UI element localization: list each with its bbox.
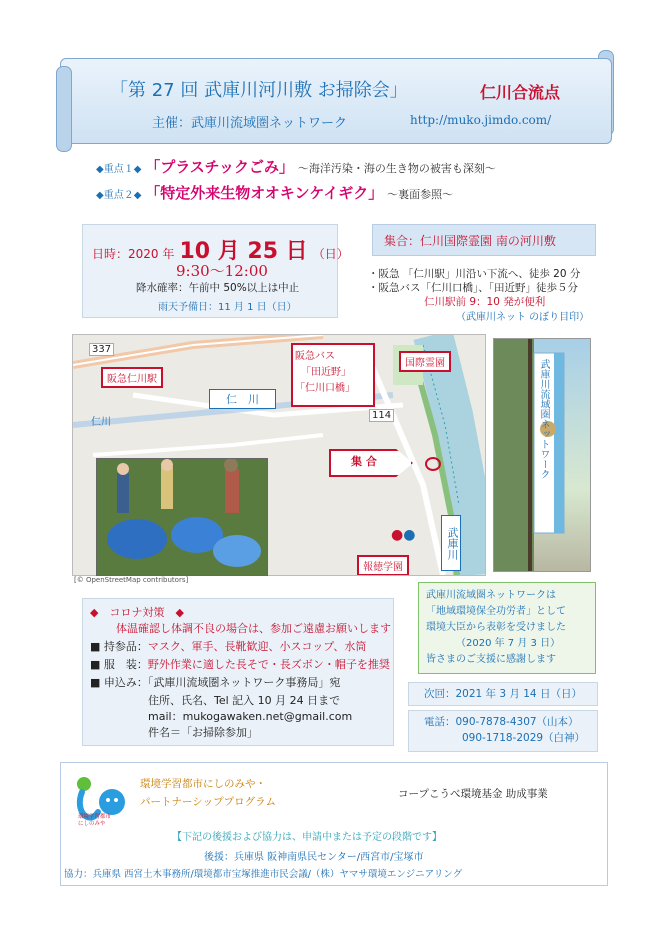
organizer: 主催：武庫川流域圏ネットワーク [152,116,348,131]
logo-text: 環境学習都市 にしのみや [78,814,112,827]
access-bus: ・阪急バス「仁川口橋」、「田近野」徒歩５分 [368,282,578,294]
event-title: 「第 27 回 武庫川河川敷 お掃除会」 [110,80,408,101]
apply-value: 「武庫川流域圏ネットワーク事務局」宛 [147,676,341,689]
bus-stop-tachikano: 「田近野」 [301,367,351,378]
footer-support: 後援：兵庫県 阪神南県民センター/西宮市/宝塚市 [204,852,424,863]
meeting-place: 集合：仁川国際霊園 南の河川敷 [384,234,556,248]
clothes-value: 野外作業に適した長そで・長ズボン・帽子を推奨 [147,658,390,671]
items-label: ■ 持参品： [90,640,148,653]
next-event: 次回：2021 年 3 月 14 日（日） [424,688,582,700]
bus-title: 阪急バス [295,351,335,362]
corona-note: 体温確認し体調不良の場合は、参加ご遠慮お願いします [116,622,391,635]
cleanup-photo [96,458,268,576]
nishinomiya-logo [70,772,130,830]
station-label: 阪急仁川駅 [101,367,163,388]
apply-row [90,674,340,690]
map-small-label: 仁川 [91,417,111,428]
corona-title: ◆ コロナ対策 ◆ [90,606,184,619]
clothes-row [90,656,390,672]
award-text [426,588,566,668]
access-train: ・阪急 「仁川駅」川沿い下流へ、徒歩 20 分 [368,268,581,280]
route-114-badge: 114 [369,409,394,422]
cemetery-label: 国際霊園 [399,351,451,372]
award-line: 皆さまのご支援に感謝します [426,654,556,665]
flag-note: （武庫川ネット のぼり目印） [456,312,590,323]
phone-shiraga: 090-1718-2029（白神） [462,732,586,744]
footer-cooperation: 協力：兵庫県 西宮土木事務所/環境都市宝塚推進市民会議/（株）ヤマサ環境エンジニアリング [64,869,463,880]
focus-point-sub: ～裏面参照～ [387,188,454,201]
date-prefix: 日時：2020 年 [92,247,175,261]
award-line: 武庫川流域圏ネットワークは [426,590,556,601]
apply-mail[interactable]: mail：mukogawaken.net@gmail.com [148,710,353,723]
rain-cancel-note: 降水確率：午前中 50%以上は中止 [136,282,300,294]
apply-subject: 件名＝「お掃除参加」 [148,726,258,739]
flag-photo [493,338,591,572]
focus-point-2 [96,182,453,203]
phone-yamamoto: 電話：090-7878-4307（山本） [424,716,579,728]
focus-point-1 [96,156,496,177]
site-name: 仁川合流点 [480,83,561,102]
gather-marker [425,457,441,471]
items-row [90,638,366,654]
coop-kobe-grant: コープこうべ環境基金 助成事業 [398,788,548,800]
cleanup-photo-graphic [97,459,267,575]
backup-date: 雨天予備日：11 月 1 日（日） [158,302,297,313]
gather-label: 集 合 [351,455,377,468]
website-link[interactable]: http://muko.jimdo.com/ [410,113,552,127]
event-time: 9:30～12:00 [176,262,268,280]
items-value: マスク、軍手、長靴歓迎、小スコップ、水筒 [147,640,367,653]
date-big: 10 月 25 日 [179,239,308,264]
award-line: 環境大臣から表彰を受けました [426,622,566,633]
partner-line-1: 環境学習都市にしのみや・ [140,778,266,790]
partner-line-2: パートナーシッププログラム [140,796,276,808]
apply-details: 住所、氏名、Tel 記入 10 月 24 日まで [148,694,341,707]
banner-scroll-left [56,66,72,152]
focus-point-main: 「プラスチックごみ」 [145,158,295,176]
river-nigawa-label: 仁 川 [209,389,276,409]
bus-stop-nigawaguchi: 「仁川口橋」 [295,383,355,394]
apply-label: ■ 申込み： [90,676,148,689]
date-day: （日） [312,247,349,261]
focus-point-label: ◆重点１◆ [96,164,142,175]
focus-point-sub: ～海洋汚染・海の生き物の被害も深刻～ [297,162,496,175]
award-line: 「地域環境保全功労者」として [426,606,566,617]
mukogawa-label: 武庫川 [441,515,461,571]
focus-point-main: 「特定外来生物オオキンケイギク」 [145,184,384,202]
route-337-badge: 337 [89,343,114,356]
school-label: 報徳学園 [357,555,409,576]
bus-note: 仁川駅前 9：10 発が便利 [424,296,546,308]
focus-point-label: ◆重点２◆ [96,190,142,201]
flag-text: 武庫川流域圏ネットワーク [538,359,549,479]
restroom-icon: ●● [391,527,416,543]
award-line: （2020 年 7 月 3 日） [456,638,561,649]
clothes-label: ■ 服 装： [90,658,148,671]
map-credit: [© OpenStreetMap contributors] [74,576,189,584]
footer-note: 【下記の後援および協力は、申請中または予定の段階です】 [172,832,442,843]
